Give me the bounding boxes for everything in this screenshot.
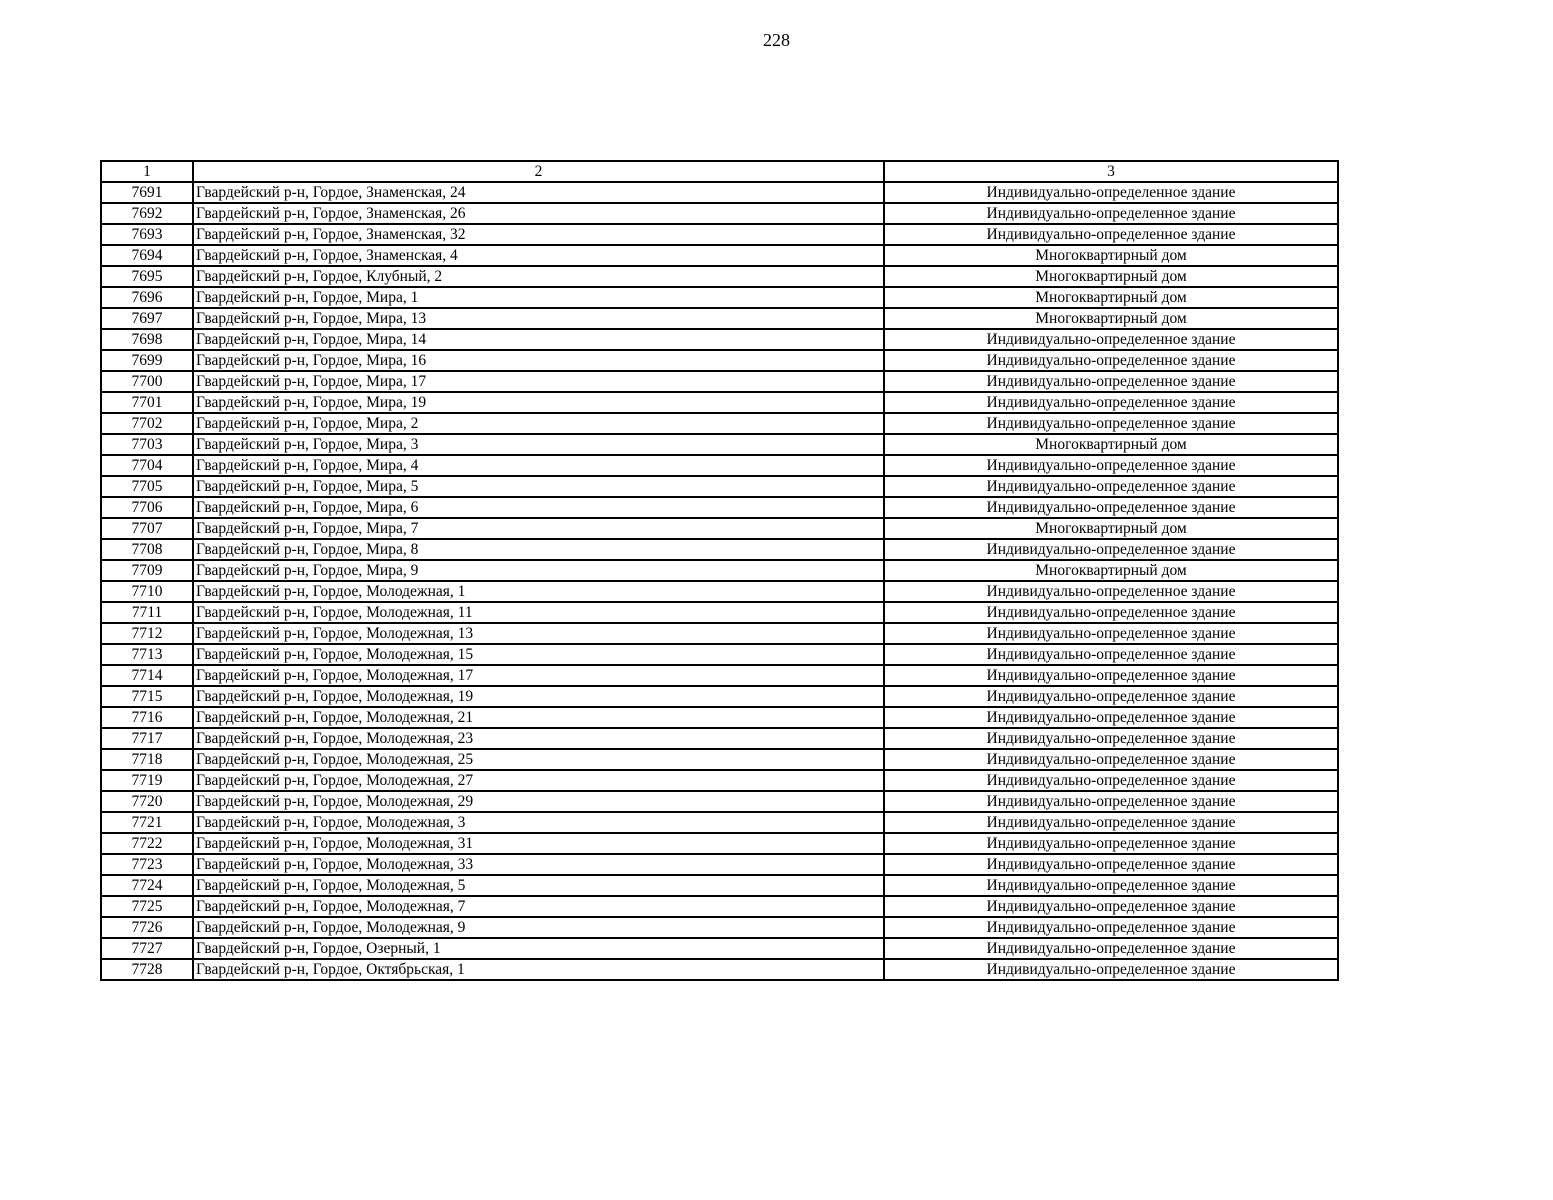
table-row [101, 350, 1338, 371]
table-row [101, 665, 1338, 686]
row-number: 7724 [101, 875, 193, 896]
row-number: 7701 [101, 392, 193, 413]
table-row [101, 266, 1338, 287]
address-cell: Гвардейский р-н, Гордое, Октябрьская, 1 [193, 959, 884, 980]
address-cell: Гвардейский р-н, Гордое, Молодежная, 17 [193, 665, 884, 686]
table-row [101, 392, 1338, 413]
row-number: 7712 [101, 623, 193, 644]
address-cell: Гвардейский р-н, Гордое, Мира, 8 [193, 539, 884, 560]
building-type-cell: Индивидуально-определенное здание [884, 539, 1338, 560]
address-cell: Гвардейский р-н, Гордое, Молодежная, 27 [193, 770, 884, 791]
address-cell: Гвардейский р-н, Гордое, Молодежная, 9 [193, 917, 884, 938]
table-row [101, 896, 1338, 917]
table-row [101, 434, 1338, 455]
row-number: 7717 [101, 728, 193, 749]
table-row [101, 245, 1338, 266]
building-type-cell: Индивидуально-определенное здание [884, 749, 1338, 770]
row-number: 7694 [101, 245, 193, 266]
row-number: 7710 [101, 581, 193, 602]
building-type-cell: Индивидуально-определенное здание [884, 959, 1338, 980]
building-type-cell: Индивидуально-определенное здание [884, 917, 1338, 938]
building-type-cell: Многоквартирный дом [884, 560, 1338, 581]
building-type-cell: Индивидуально-определенное здание [884, 938, 1338, 959]
address-cell: Гвардейский р-н, Гордое, Мира, 1 [193, 287, 884, 308]
row-number: 7720 [101, 791, 193, 812]
table-row [101, 728, 1338, 749]
table-row [101, 917, 1338, 938]
address-cell: Гвардейский р-н, Гордое, Молодежная, 25 [193, 749, 884, 770]
address-cell: Гвардейский р-н, Гордое, Молодежная, 19 [193, 686, 884, 707]
table-row [101, 413, 1338, 434]
building-type-cell: Индивидуально-определенное здание [884, 791, 1338, 812]
table-row [101, 497, 1338, 518]
table-row [101, 707, 1338, 728]
address-cell: Гвардейский р-н, Гордое, Мира, 6 [193, 497, 884, 518]
building-type-cell: Индивидуально-определенное здание [884, 224, 1338, 245]
row-number: 7716 [101, 707, 193, 728]
row-number: 7707 [101, 518, 193, 539]
column-header-3: 3 [884, 161, 1338, 182]
building-type-cell: Индивидуально-определенное здание [884, 497, 1338, 518]
building-type-cell: Индивидуально-определенное здание [884, 644, 1338, 665]
row-number: 7725 [101, 896, 193, 917]
row-number: 7718 [101, 749, 193, 770]
building-type-cell: Индивидуально-определенное здание [884, 413, 1338, 434]
address-cell: Гвардейский р-н, Гордое, Знаменская, 4 [193, 245, 884, 266]
table-row [101, 539, 1338, 560]
address-cell: Гвардейский р-н, Гордое, Клубный, 2 [193, 266, 884, 287]
building-type-cell: Индивидуально-определенное здание [884, 350, 1338, 371]
building-type-cell: Индивидуально-определенное здание [884, 476, 1338, 497]
table-row [101, 959, 1338, 980]
table-row [101, 644, 1338, 665]
row-number: 7700 [101, 371, 193, 392]
row-number: 7693 [101, 224, 193, 245]
table-body [101, 182, 1338, 980]
address-cell: Гвардейский р-н, Гордое, Молодежная, 21 [193, 707, 884, 728]
row-number: 7728 [101, 959, 193, 980]
building-type-cell: Индивидуально-определенное здание [884, 665, 1338, 686]
address-cell: Гвардейский р-н, Гордое, Мира, 7 [193, 518, 884, 539]
row-number: 7708 [101, 539, 193, 560]
building-type-cell: Индивидуально-определенное здание [884, 728, 1338, 749]
address-cell: Гвардейский р-н, Гордое, Мира, 19 [193, 392, 884, 413]
table-row [101, 686, 1338, 707]
address-cell: Гвардейский р-н, Гордое, Знаменская, 26 [193, 203, 884, 224]
address-cell: Гвардейский р-н, Гордое, Озерный, 1 [193, 938, 884, 959]
row-number: 7691 [101, 182, 193, 203]
table-row [101, 287, 1338, 308]
address-cell: Гвардейский р-н, Гордое, Мира, 2 [193, 413, 884, 434]
building-type-cell: Индивидуально-определенное здание [884, 329, 1338, 350]
table-row [101, 770, 1338, 791]
table-row [101, 308, 1338, 329]
building-type-cell: Многоквартирный дом [884, 434, 1338, 455]
building-type-cell: Индивидуально-определенное здание [884, 854, 1338, 875]
address-cell: Гвардейский р-н, Гордое, Молодежная, 15 [193, 644, 884, 665]
building-type-cell: Многоквартирный дом [884, 518, 1338, 539]
row-number: 7726 [101, 917, 193, 938]
table-row [101, 518, 1338, 539]
page-number: 228 [763, 30, 790, 50]
table-row [101, 791, 1338, 812]
table-row [101, 833, 1338, 854]
building-type-cell: Многоквартирный дом [884, 308, 1338, 329]
table-row [101, 875, 1338, 896]
address-cell: Гвардейский р-н, Гордое, Мира, 9 [193, 560, 884, 581]
row-number: 7715 [101, 686, 193, 707]
row-number: 7727 [101, 938, 193, 959]
table-row [101, 182, 1338, 203]
row-number: 7698 [101, 329, 193, 350]
building-type-cell: Индивидуально-определенное здание [884, 581, 1338, 602]
registry-table [100, 160, 1339, 981]
row-number: 7696 [101, 287, 193, 308]
row-number: 7699 [101, 350, 193, 371]
building-type-cell: Индивидуально-определенное здание [884, 770, 1338, 791]
building-type-cell: Индивидуально-определенное здание [884, 371, 1338, 392]
row-number: 7709 [101, 560, 193, 581]
row-number: 7711 [101, 602, 193, 623]
building-type-cell: Индивидуально-определенное здание [884, 875, 1338, 896]
row-number: 7723 [101, 854, 193, 875]
building-type-cell: Индивидуально-определенное здание [884, 707, 1338, 728]
address-cell: Гвардейский р-н, Гордое, Знаменская, 24 [193, 182, 884, 203]
address-cell: Гвардейский р-н, Гордое, Мира, 4 [193, 455, 884, 476]
row-number: 7697 [101, 308, 193, 329]
address-cell: Гвардейский р-н, Гордое, Молодежная, 1 [193, 581, 884, 602]
address-cell: Гвардейский р-н, Гордое, Мира, 16 [193, 350, 884, 371]
address-cell: Гвардейский р-н, Гордое, Знаменская, 32 [193, 224, 884, 245]
table-row [101, 203, 1338, 224]
address-cell: Гвардейский р-н, Гордое, Мира, 13 [193, 308, 884, 329]
table-row [101, 854, 1338, 875]
building-type-cell: Индивидуально-определенное здание [884, 623, 1338, 644]
row-number: 7692 [101, 203, 193, 224]
table-row [101, 224, 1338, 245]
row-number: 7695 [101, 266, 193, 287]
row-number: 7703 [101, 434, 193, 455]
address-cell: Гвардейский р-н, Гордое, Молодежная, 23 [193, 728, 884, 749]
address-cell: Гвардейский р-н, Гордое, Молодежная, 11 [193, 602, 884, 623]
building-type-cell: Индивидуально-определенное здание [884, 686, 1338, 707]
column-header-2: 2 [193, 161, 884, 182]
building-type-cell: Индивидуально-определенное здание [884, 602, 1338, 623]
row-number: 7713 [101, 644, 193, 665]
address-cell: Гвардейский р-н, Гордое, Молодежная, 13 [193, 623, 884, 644]
row-number: 7706 [101, 497, 193, 518]
column-header-1: 1 [101, 161, 193, 182]
row-number: 7722 [101, 833, 193, 854]
building-type-cell: Индивидуально-определенное здание [884, 455, 1338, 476]
address-cell: Гвардейский р-н, Гордое, Молодежная, 7 [193, 896, 884, 917]
row-number: 7719 [101, 770, 193, 791]
building-type-cell: Индивидуально-определенное здание [884, 812, 1338, 833]
address-cell: Гвардейский р-н, Гордое, Мира, 5 [193, 476, 884, 497]
building-type-cell: Многоквартирный дом [884, 287, 1338, 308]
building-type-cell: Индивидуально-определенное здание [884, 203, 1338, 224]
table-row [101, 329, 1338, 350]
table-row [101, 938, 1338, 959]
row-number: 7714 [101, 665, 193, 686]
address-cell: Гвардейский р-н, Гордое, Молодежная, 31 [193, 833, 884, 854]
table-header [101, 161, 1338, 182]
address-cell: Гвардейский р-н, Гордое, Молодежная, 29 [193, 791, 884, 812]
table-row [101, 623, 1338, 644]
table-row [101, 476, 1338, 497]
address-cell: Гвардейский р-н, Гордое, Мира, 14 [193, 329, 884, 350]
table-row [101, 812, 1338, 833]
building-type-cell: Индивидуально-определенное здание [884, 833, 1338, 854]
table-row [101, 581, 1338, 602]
table-row [101, 602, 1338, 623]
address-cell: Гвардейский р-н, Гордое, Молодежная, 33 [193, 854, 884, 875]
table-row [101, 455, 1338, 476]
building-type-cell: Индивидуально-определенное здание [884, 896, 1338, 917]
building-type-cell: Многоквартирный дом [884, 245, 1338, 266]
building-type-cell: Индивидуально-определенное здание [884, 182, 1338, 203]
table-row [101, 749, 1338, 770]
row-number: 7721 [101, 812, 193, 833]
building-type-cell: Индивидуально-определенное здание [884, 392, 1338, 413]
row-number: 7705 [101, 476, 193, 497]
table-row [101, 371, 1338, 392]
address-cell: Гвардейский р-н, Гордое, Мира, 17 [193, 371, 884, 392]
table-row [101, 560, 1338, 581]
row-number: 7702 [101, 413, 193, 434]
row-number: 7704 [101, 455, 193, 476]
address-cell: Гвардейский р-н, Гордое, Мира, 3 [193, 434, 884, 455]
header-row [101, 161, 1338, 182]
address-cell: Гвардейский р-н, Гордое, Молодежная, 5 [193, 875, 884, 896]
building-type-cell: Многоквартирный дом [884, 266, 1338, 287]
address-cell: Гвардейский р-н, Гордое, Молодежная, 3 [193, 812, 884, 833]
